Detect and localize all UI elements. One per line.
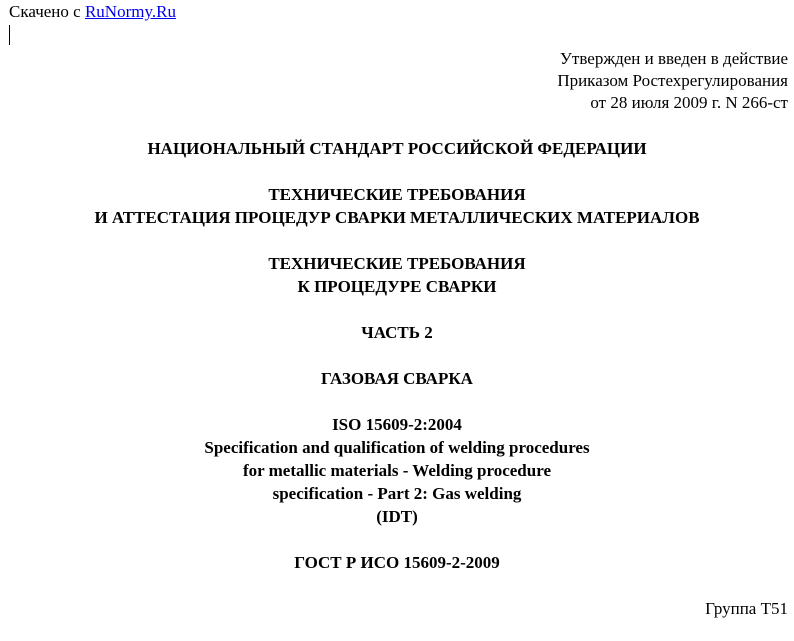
approval-block xyxy=(557,48,788,114)
iso-block xyxy=(0,413,794,528)
runormy-link[interactable]: RuNormy.Ru xyxy=(84,2,176,21)
series-title-line-1: ТЕХНИЧЕСКИЕ ТРЕБОВАНИЯ xyxy=(268,185,526,204)
part-heading xyxy=(0,321,794,344)
group-label: Группа Т51 xyxy=(705,599,788,618)
approval-line-1: Утвержден и введен в действие xyxy=(559,49,788,68)
document-title xyxy=(0,252,794,298)
national-standard-heading xyxy=(0,137,794,160)
part-title-heading xyxy=(0,367,794,390)
iso-idt: (IDT) xyxy=(376,507,418,526)
approval-line-3: от 28 июля 2009 г. N 266-ст xyxy=(590,93,788,112)
gost-heading xyxy=(0,551,794,574)
part-number: ЧАСТЬ 2 xyxy=(361,323,433,342)
iso-title-line-3: specification - Part 2: Gas welding xyxy=(272,484,522,503)
series-title xyxy=(0,183,794,229)
source-prefix: Скачено с xyxy=(9,2,81,21)
document-title-line-1: ТЕХНИЧЕСКИЕ ТРЕБОВАНИЯ xyxy=(268,254,526,273)
gost-code: ГОСТ Р ИСО 15609-2-2009 xyxy=(294,553,500,572)
iso-title-line-2: for metallic materials - Welding procedure xyxy=(242,461,551,480)
document-title-line-2: К ПРОЦЕДУРЕ СВАРКИ xyxy=(297,277,497,296)
approval-line-2: Приказом Ростехрегулирования xyxy=(557,71,788,90)
national-standard-text: НАЦИОНАЛЬНЫЙ СТАНДАРТ РОССИЙСКОЙ ФЕДЕРАЦИИ xyxy=(147,139,647,158)
text-cursor xyxy=(9,25,10,45)
iso-title-line-1: Specification and qualification of welding procedures xyxy=(204,438,590,457)
series-title-line-2: И АТТЕСТАЦИЯ ПРОЦЕДУР СВАРКИ МЕТАЛЛИЧЕСКИХ МАТЕРИАЛОВ xyxy=(94,208,700,227)
source-line xyxy=(9,2,176,22)
part-title: ГАЗОВАЯ СВАРКА xyxy=(321,369,473,388)
iso-code: ISO 15609-2:2004 xyxy=(332,415,462,434)
